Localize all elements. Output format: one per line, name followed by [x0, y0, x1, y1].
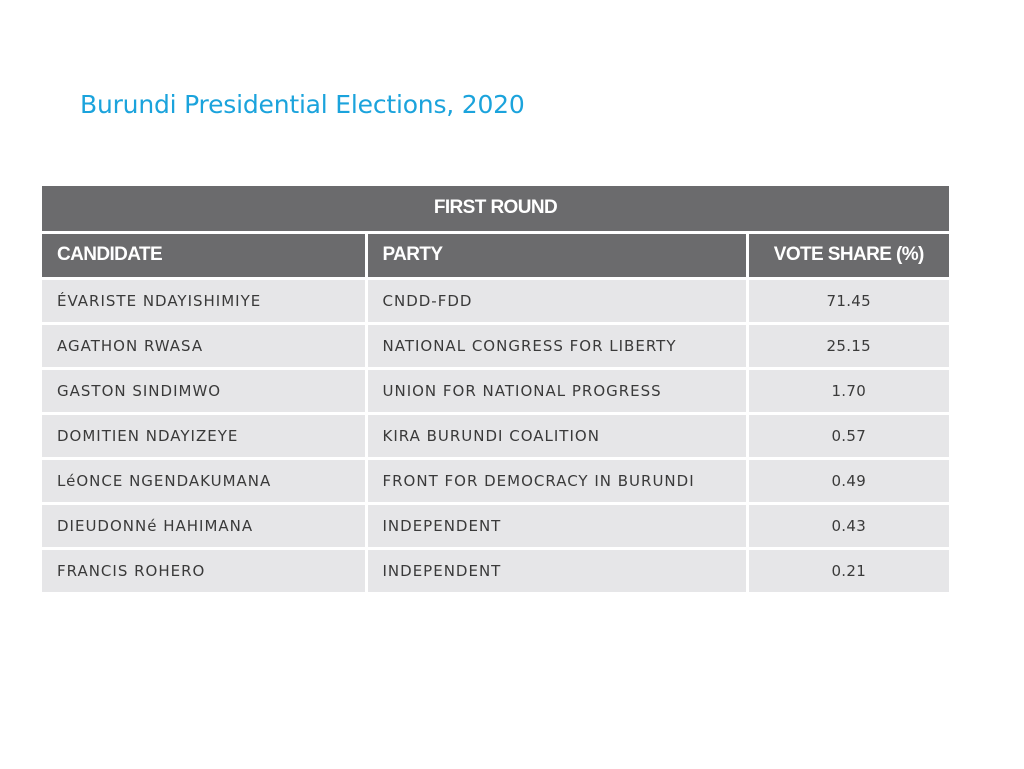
column-header-vote-share: VOTE SHARE (%) [747, 232, 949, 278]
round-label: FIRST ROUND [42, 186, 949, 232]
candidate-cell: FRANCIS ROHERO [42, 548, 366, 593]
candidate-cell: GASTON SINDIMWO [42, 368, 366, 413]
column-header-party: PARTY [366, 232, 747, 278]
vote-share-cell: 1.70 [747, 368, 949, 413]
party-cell: UNION FOR NATIONAL PROGRESS [366, 368, 747, 413]
column-header-row [42, 232, 949, 278]
table-row [42, 413, 949, 458]
table-row [42, 323, 949, 368]
vote-share-cell: 71.45 [747, 278, 949, 323]
vote-share-cell: 0.57 [747, 413, 949, 458]
party-cell: KIRA BURUNDI COALITION [366, 413, 747, 458]
round-header-row [42, 186, 949, 232]
party-cell: INDEPENDENT [366, 548, 747, 593]
vote-share-cell: 0.21 [747, 548, 949, 593]
party-cell: CNDD-FDD [366, 278, 747, 323]
vote-share-cell: 0.49 [747, 458, 949, 503]
results-table [42, 186, 949, 595]
table-row [42, 278, 949, 323]
party-cell: NATIONAL CONGRESS FOR LIBERTY [366, 323, 747, 368]
party-cell: FRONT FOR DEMOCRACY IN BURUNDI [366, 458, 747, 503]
candidate-cell: ÉVARISTE NDAYISHIMIYE [42, 278, 366, 323]
table-row [42, 368, 949, 413]
page-title: Burundi Presidential Elections, 2020 [80, 90, 525, 119]
vote-share-cell: 0.43 [747, 503, 949, 548]
candidate-cell: DIEUDONNé HAHIMANA [42, 503, 366, 548]
vote-share-cell: 25.15 [747, 323, 949, 368]
column-header-candidate: CANDIDATE [42, 232, 366, 278]
table-row [42, 458, 949, 503]
candidate-cell: DOMITIEN NDAYIZEYE [42, 413, 366, 458]
candidate-cell: LéONCE NGENDAKUMANA [42, 458, 366, 503]
candidate-cell: AGATHON RWASA [42, 323, 366, 368]
party-cell: INDEPENDENT [366, 503, 747, 548]
table-row [42, 548, 949, 593]
table-row [42, 503, 949, 548]
